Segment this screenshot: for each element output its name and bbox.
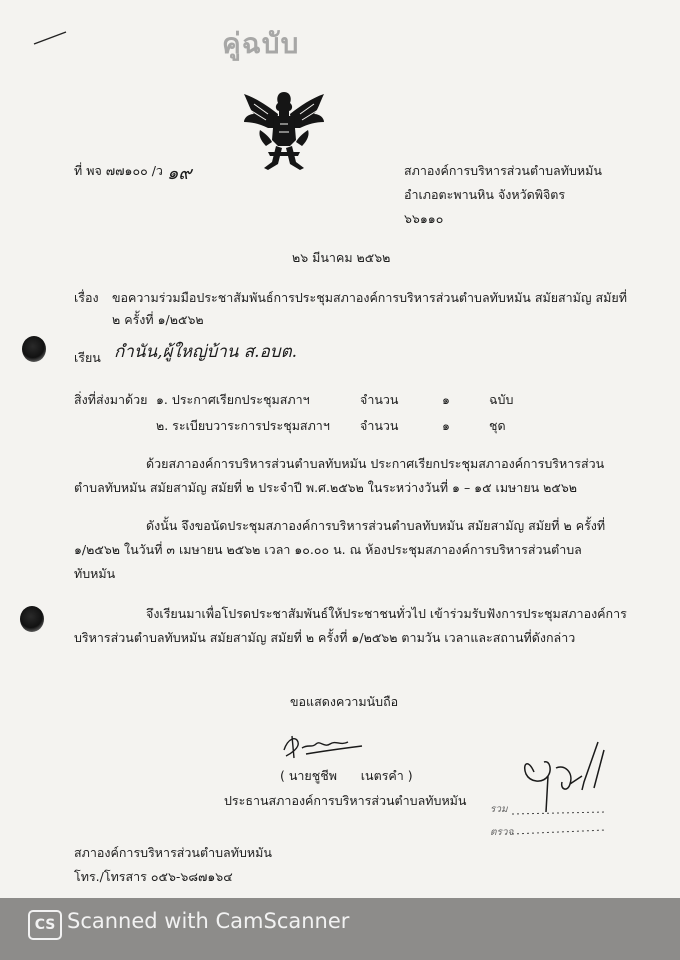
enclosure-item: ๑. ประกาศเรียกประชุมสภาฯ — [156, 392, 310, 407]
punch-hole — [20, 606, 44, 632]
pen-mark — [30, 28, 70, 48]
footer-phone: โทร./โทรสาร ๐๕๖-๖๘๗๑๖๔ — [74, 869, 233, 884]
office-name: สภาองค์การบริหารส่วนตำบลทับหมัน — [404, 163, 602, 178]
subject-line-2: ๒ ครั้งที่ ๑/๒๕๖๒ — [112, 312, 204, 327]
office-district: อำเภอตะพานหิน จังหวัดพิจิตร — [404, 187, 566, 202]
enclosure-label: สิ่งที่ส่งมาด้วย — [74, 392, 148, 407]
paragraph-2-line-3: ทับหมัน — [74, 566, 116, 581]
margin-note-total: รวม — [490, 804, 508, 815]
margin-dotted-lines — [510, 808, 610, 836]
signer-title: ประธานสภาองค์การบริหารส่วนตำบลทับหมัน — [224, 793, 467, 808]
margin-note-check: ตรวจ — [490, 827, 514, 838]
camscanner-logo-icon: CS — [28, 910, 62, 940]
enclosure-qty: ๑ — [442, 418, 450, 433]
enclosure-unit: ชุด — [489, 418, 506, 433]
paragraph-1-line-2: ตำบลทับหมัน สมัยสามัญ สมัยที่ ๒ ประจำปี พ.ศ.๒๕๖๒ ในระหว่างวันที่ ๑ – ๑๕ เมษายน ๒๕๖๒ — [74, 480, 578, 495]
punch-hole — [22, 336, 46, 362]
paragraph-1-line-1: ด้วยสภาองค์การบริหารส่วนตำบลทับหมัน ประกาศเรียกประชุมสภาองค์การบริหารส่วน — [146, 456, 605, 471]
paragraph-3-line-1: จึงเรียนมาเพื่อโปรดประชาสัมพันธ์ให้ประชาชนทั่วไป เข้าร่วมรับฟังการประชุมสภาองค์การ — [146, 606, 627, 621]
garuda-emblem-icon — [238, 84, 330, 176]
footer-office: สภาองค์การบริหารส่วนตำบลทับหมัน — [74, 845, 272, 860]
letter-date: ๒๖ มีนาคม ๒๕๖๒ — [292, 250, 391, 265]
paragraph-2-line-2: ๑/๒๕๖๒ ในวันที่ ๓ เมษายน ๒๕๖๒ เวลา ๑๐.๐๐ น. ณ ห้องประชุมสภาองค์การบริหารส่วนตำบล — [74, 542, 582, 557]
paragraph-3-line-2: บริหารส่วนตำบลทับหมัน สมัยสามัญ สมัยที่ ๒ ครั้งที่ ๑/๒๕๖๒ ตามวัน เวลาและสถานที่ดังกล่าว — [74, 630, 576, 645]
subject-label: เรื่อง — [74, 290, 99, 305]
enclosure-qty: ๑ — [442, 392, 450, 407]
reference-handwritten-number: ๑๙ — [167, 163, 192, 184]
salutation-handwritten: กำนัน,ผู้ใหญ่บ้าน ส.อบต. — [114, 342, 298, 362]
enclosure-item: ๒. ระเบียบวาระการประชุมสภาฯ — [156, 418, 330, 433]
reference-number: ที่ พจ ๗๗๑๐๐ /ว — [74, 163, 163, 178]
enclosure-qty-label: จำนวน — [360, 418, 399, 433]
subject-line-1: ขอความร่วมมือประชาสัมพันธ์การประชุมสภาองค์การบริหารส่วนตำบลทับหมัน สมัยสามัญ สมัยที่ — [112, 290, 627, 305]
paragraph-2-line-1: ดังนั้น จึงขอนัดประชุมสภาองค์การบริหารส่วนตำบลทับหมัน สมัยสามัญ สมัยที่ ๒ ครั้งที่ — [146, 518, 606, 533]
office-postcode: ๖๖๑๑๐ — [404, 211, 444, 226]
copy-stamp: คู่ฉบับ — [222, 27, 300, 60]
enclosure-unit: ฉบับ — [489, 392, 514, 407]
closing-phrase: ขอแสดงความนับถือ — [290, 694, 399, 709]
salutation-label: เรียน — [74, 350, 101, 365]
signature — [278, 730, 368, 762]
signer-name: ( นายชูชีพ เนตรคำ ) — [280, 768, 413, 783]
camscanner-watermark: Scanned with CamScanner — [67, 909, 350, 933]
enclosure-qty-label: จำนวน — [360, 392, 399, 407]
